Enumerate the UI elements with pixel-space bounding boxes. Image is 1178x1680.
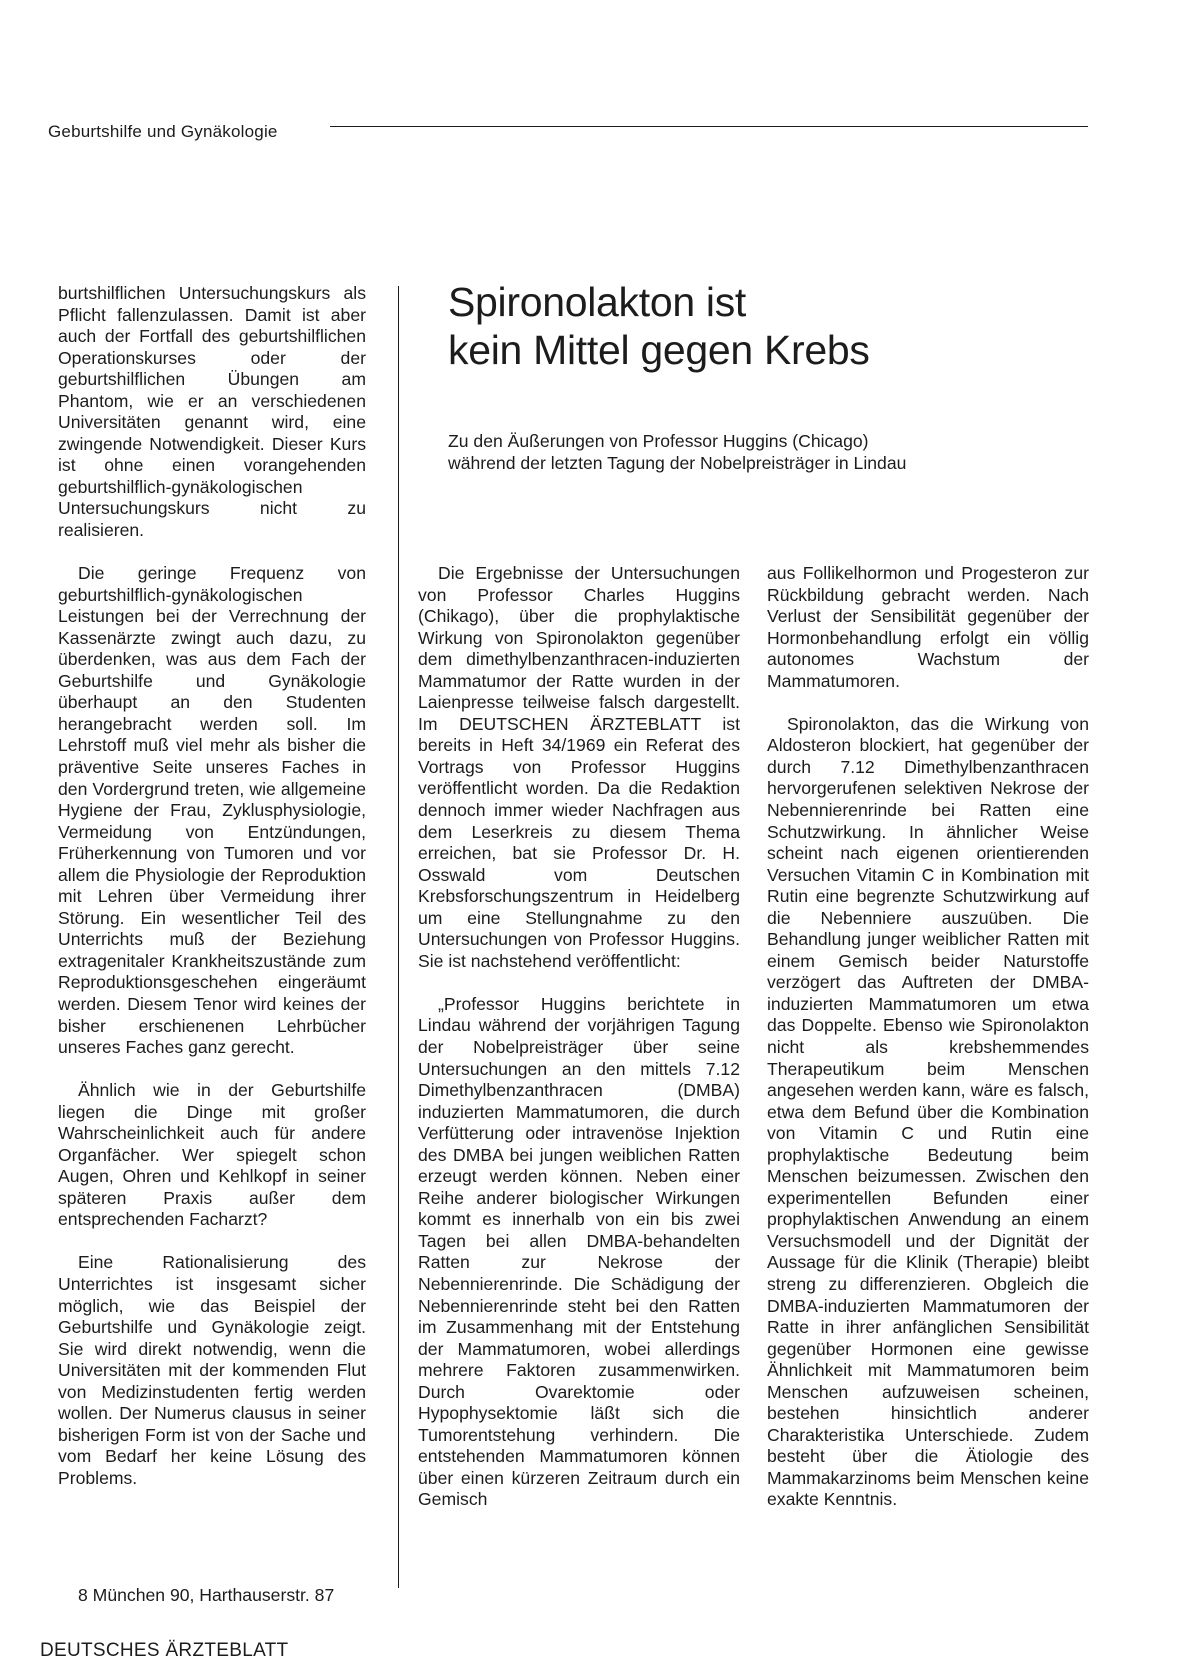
middle-column (418, 563, 740, 1533)
middle-paragraph-1: Die Ergebnisse der Untersuchungen von Professor Charles Huggins (Chikago), über die prophylaktische Wirkung von Spironolakton gegenüber dem dimethylbenzanthracen-induzierten Mammatumor der Ratte wurden in der Laienpresse teilweise falsch dargestellt. Im DEUTSCHEN ÄRZTEBLATT ist bereits in Heft 34/1969 ein Referat des Vortrags von Professor Huggins veröffentlicht worden. Da die Redaktion dennoch immer wieder Nachfragen aus dem Leserkreis zu diesem Thema erreichen, bat sie Professor Dr. H. Osswald vom Deutschen Krebsforschungszentrum in Heidelberg um eine Stellungnahme zu den Untersuchungen von Professor Huggins. Sie ist nachstehend veröffentlicht: (418, 563, 740, 971)
article-title (448, 278, 1088, 374)
journal-footer: DEUTSCHES ÄRZTEBLATT (40, 1640, 289, 1661)
header-rule (330, 126, 1088, 127)
left-paragraph-2: Die geringe Frequenz von geburtshilflich-gynäkologischen Leistungen bei der Verrechnung der Kassenärzte zwingt auch dazu, zu überdenken, was aus dem Fach der Geburtshilfe und Gynäkologie überhaupt an den Studenten herangebracht werden soll. Im Lehrstoff muß viel mehr als bisher die präventive Seite unseres Faches in den Vordergrund treten, wie allgemeine Hygiene der Frau, Zyklusphysiologie, Vermeidung von Entzündungen, Früherkennung von Tumoren und vor allem die Physiologie der Reproduktion mit Lehren über Vermeidung ihrer Störung. Ein wesentlicher Teil des Unterrichts muß der Beziehung extragenitaler Krankheitszustände zum Reproduktionsgeschehen eingeräumt werden. Diesem Tenor wird keines der bisher erschienenen Lehrbücher unseres Faches ganz gerecht. (58, 563, 366, 1058)
left-paragraph-4: Eine Rationalisierung des Unterrichtes ist insgesamt sicher möglich, wie das Beispiel der Geburtshilfe und Gynäkologie zeigt. Sie wird direkt notwendig, wenn die Universitäten mit der kommenden Flut von Medizinstudenten fertig werden wollen. Der Numerus clausus in seiner bisherigen Form ist von der Sache und vom Bedarf her keine Lösung des Problems. (58, 1252, 366, 1488)
section-header: Geburtshilfe und Gynäkologie (48, 122, 278, 141)
article-subtitle-line-1: Zu den Äußerungen von Professor Huggins (Chicago) (448, 431, 869, 451)
article-subtitle-line-2: während der letzten Tagung der Nobelpreisträger in Lindau (448, 453, 907, 473)
article-title-line-2: kein Mittel gegen Krebs (448, 327, 870, 373)
left-paragraph-3: Ähnlich wie in der Geburtshilfe liegen die Dinge mit großer Wahrscheinlichkeit auch für andere Organfächer. Wer spiegelt schon Augen, Ohren und Kehlkopf in seiner späteren Praxis außer dem entsprechenden Facharzt? (58, 1080, 366, 1230)
article-title-line-1: Spironolakton ist (448, 279, 747, 325)
left-column (58, 283, 366, 1511)
left-paragraph-1: burtshilflichen Untersuchungskurs als Pflicht fallenzulassen. Damit ist aber auch der Fortfall des geburtshilflichen Operationskurses oder der geburtshilflichen Übungen am Phantom, wie er an verschiedenen Universitäten genannt wird, eine zwingende Notwendigkeit. Dieser Kurs ist ohne einen vorangehenden geburtshilflich-gynäkologischen Untersuchungskurs nicht zu realisieren. (58, 283, 366, 541)
right-paragraph-1: aus Follikelhormon und Progesteron zur Rückbildung gebracht werden. Nach Verlust der Sensibilität gegenüber der Hormonbehandlung erfolgt ein völlig autonomes Wachstum der Mammatumoren. (767, 563, 1089, 691)
article-subtitle (448, 430, 1088, 474)
column-divider (398, 286, 399, 1588)
right-column (767, 563, 1089, 1533)
author-address: 8 München 90, Harthauserstr. 87 (78, 1585, 335, 1605)
right-paragraph-2: Spironolakton, das die Wirkung von Aldosteron blockiert, hat gegenüber der durch 7.12 Dimethylbenzanthracen hervorgerufenen selektiven Nekrose der Nebennierenrinde bei Ratten eine Schutzwirkung. In ähnlicher Weise scheint nach eigenen orientierenden Versuchen Vitamin C in Kombination mit Rutin eine begrenzte Schutzwirkung auf die Nebenniere auszuüben. Die Behandlung junger weiblicher Ratten mit einem Gemisch beider Naturstoffe verzögert das Auftreten der DMBA-induzierten Mammatumoren um etwa das Doppelte. Ebenso wie Spironolakton nicht als krebshemmendes Therapeutikum beim Menschen angesehen werden kann, wäre es falsch, etwa dem Befund über die Kombination von Vitamin C und Rutin eine prophylaktische Bedeutung beim Menschen beizumessen. Zwischen den experimentellen Befunden einer prophylaktischen Anwendung an einem Versuchsmodell und der Dignität der Aussage für die Klinik (Therapie) bleibt streng zu differenzieren. Obgleich die DMBA-induzierten Mammatumoren der Ratte in ihrer anfänglichen Sensibilität gegenüber Hormonen eine gewisse Ähnlichkeit mit Mammatumoren beim Menschen aufzuweisen scheinen, bestehen hinsichtlich anderer Charakteristika Unterschiede. Zudem besteht über die Ätiologie des Mammakarzinoms beim Menschen keine exakte Kenntnis. (767, 713, 1089, 1510)
middle-paragraph-2: „Professor Huggins berichtete in Lindau während der vorjährigen Tagung der Nobelpreisträger über seine Untersuchungen an den mittels 7.12 Dimethylbenzanthracen (DMBA) induzierten Mammatumoren, die durch Verfütterung oder intravenöse Injektion des DMBA bei jungen weiblichen Ratten erzeugt werden können. Neben einer Reihe anderer biologischer Wirkungen kommt es innerhalb von ein bis zwei Tagen bei allen DMBA-behandelten Ratten zur Nekrose der Nebennierenrinde. Die Schädigung der Nebennierenrinde steht bei den Ratten im Zusammenhang mit der Entstehung der Mammatumoren, wobei allerdings mehrere Faktoren zusammenwirken. Durch Ovarektomie oder Hypophysektomie läßt sich die Tumorentstehung verhindern. Die entstehenden Mammatumoren können über einen kürzeren Zeitraum durch ein Gemisch (418, 993, 740, 1510)
